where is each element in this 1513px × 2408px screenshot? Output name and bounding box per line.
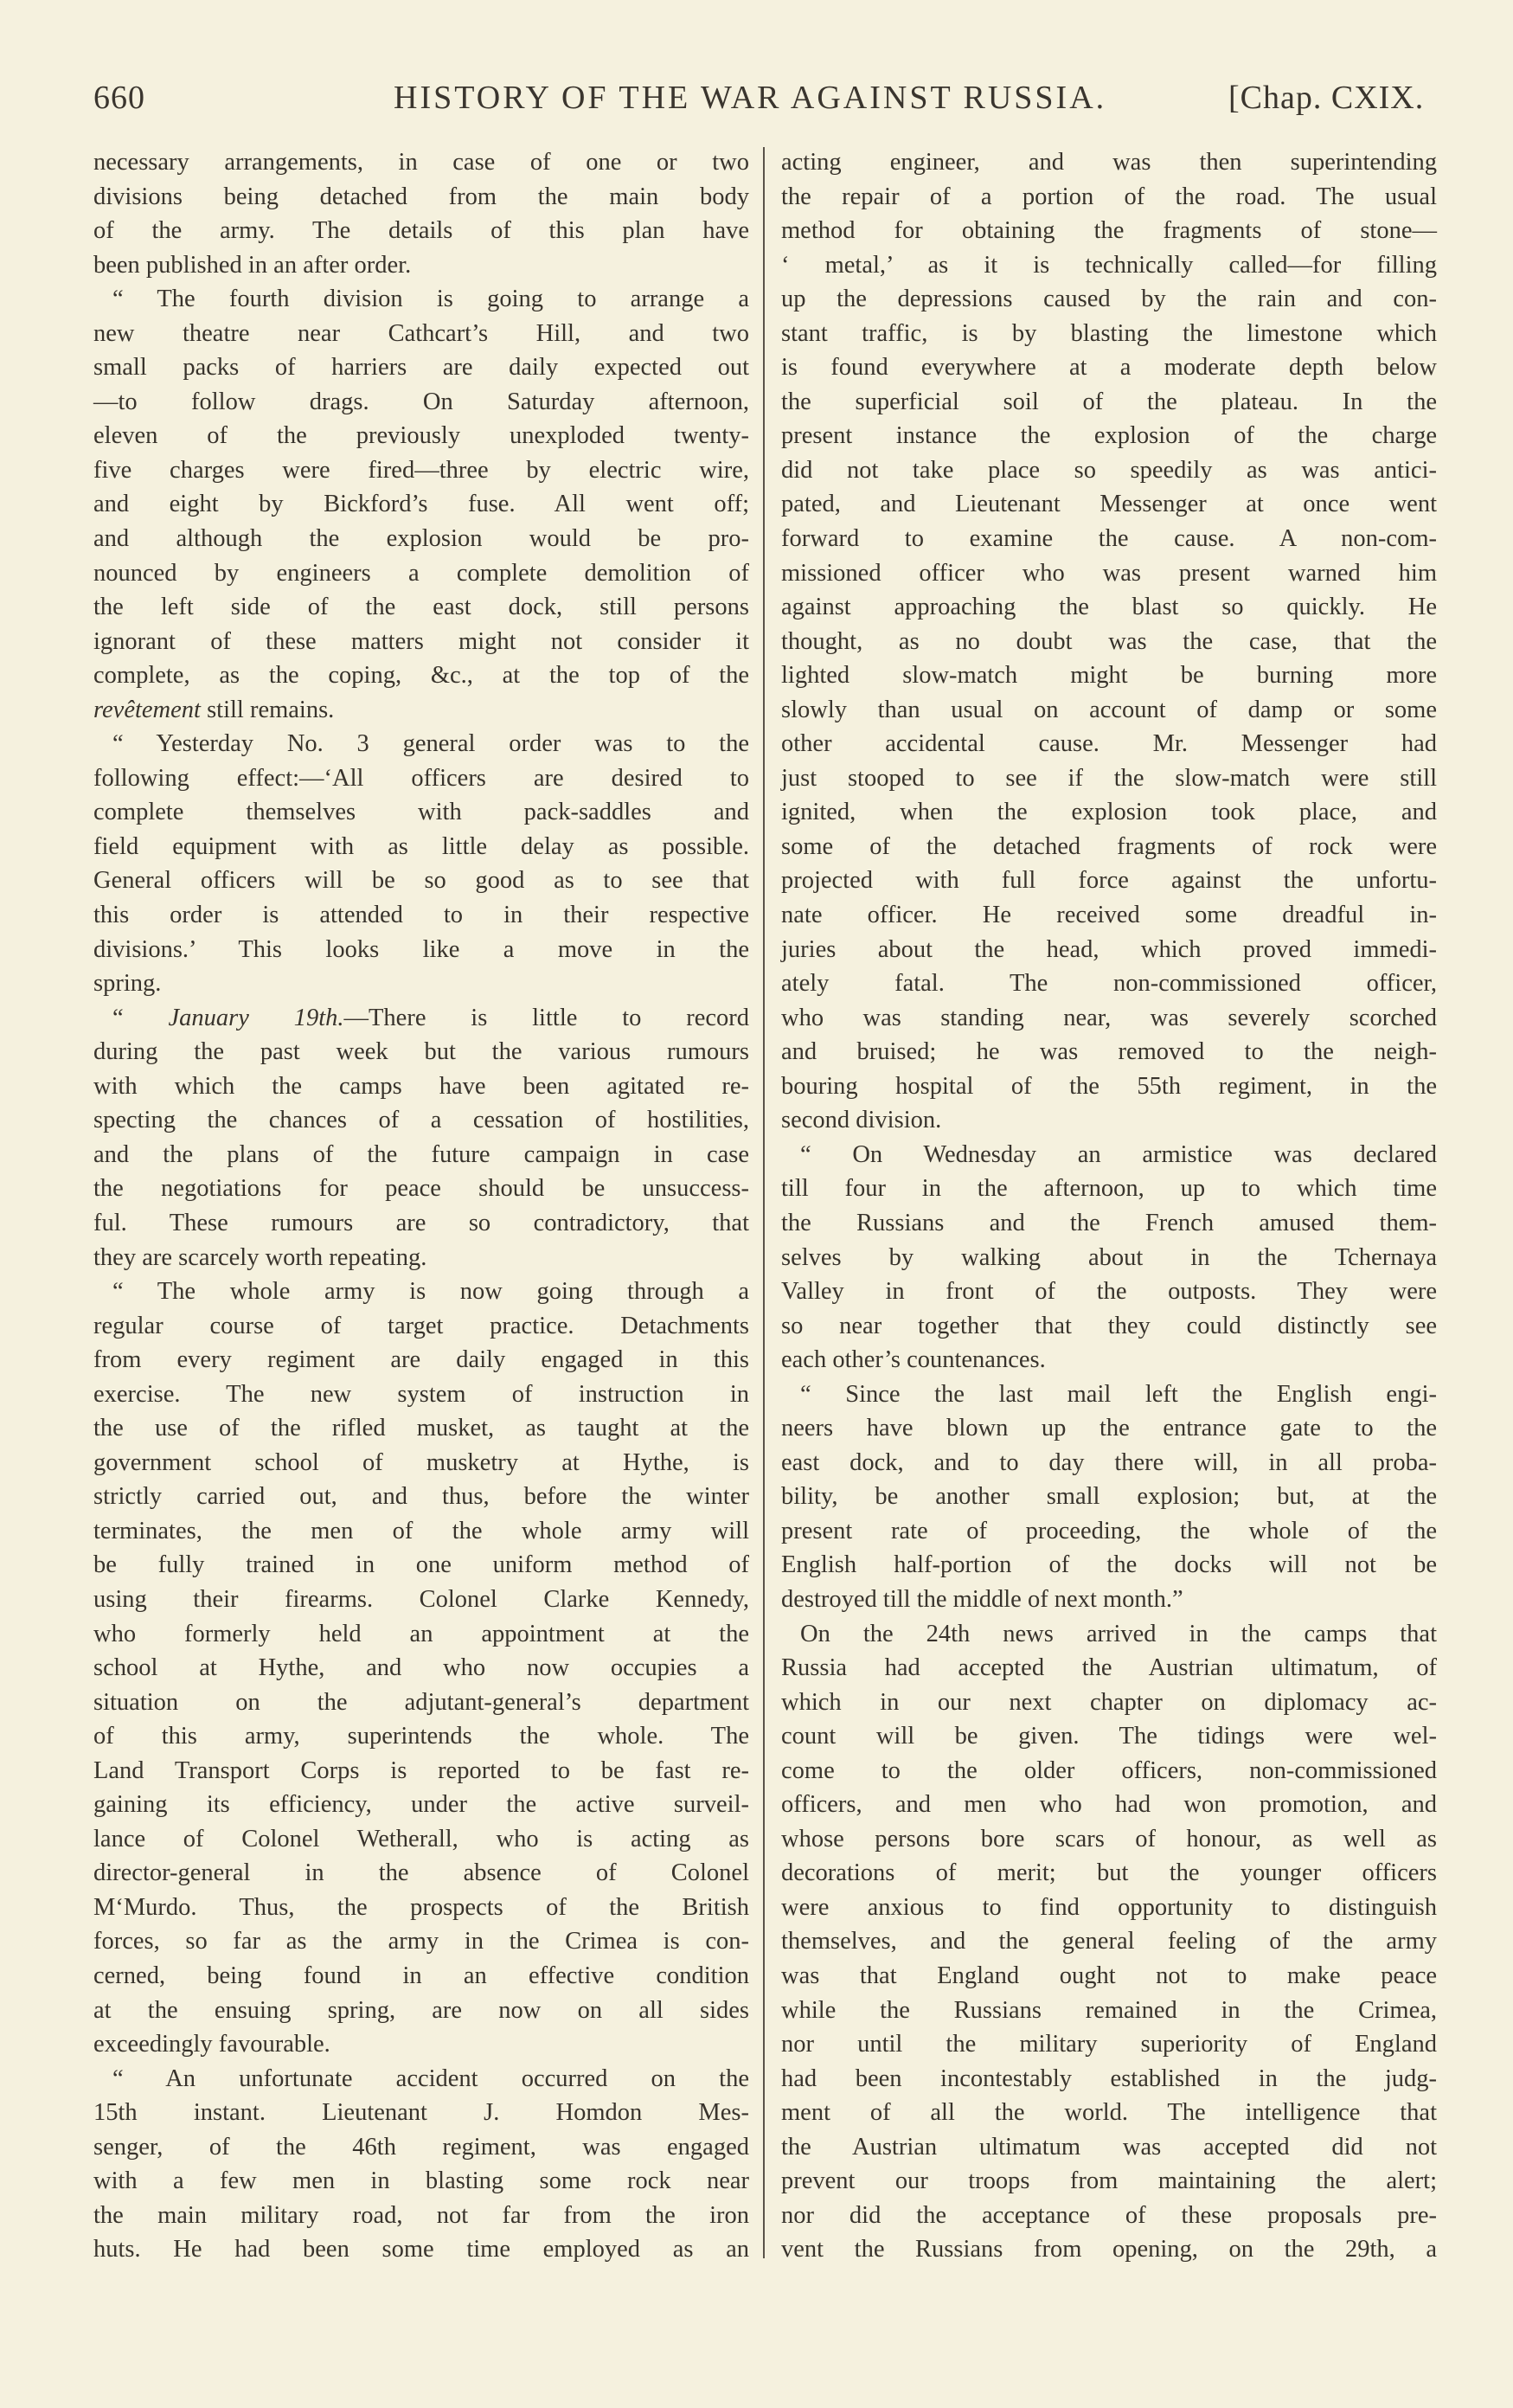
text-line: who was standing near, was severely scorched [781,1004,1437,1031]
text-line: whose persons bore scars of honour, as well as [781,1825,1437,1853]
text-line: they are scarcely worth repeating. [93,1243,427,1271]
text-line: Valley in front of the outposts. They were [781,1278,1437,1306]
text-line: nate officer. He received some dreadful in- [781,902,1437,929]
text-line: at the ensuing spring, are now on all sides [93,1996,749,2024]
text-line: present instance the explosion of the charge [781,422,1437,450]
text-line: did not take place so speedily as was antici- [781,456,1437,484]
text-line: school at Hythe, and who now occupies a [93,1654,749,1682]
text-line: divisions.’ This looks like a move in the [93,935,749,963]
paragraph [781,1138,1437,1377]
text-line: from every regiment are daily engaged in this [93,1346,749,1374]
text-line: General officers will be so good as to see that [93,867,749,895]
text-line: were anxious to find opportunity to distinguish [781,1893,1437,1921]
text-line: just stooped to see if the slow-match were still [781,764,1437,792]
text-line: government school of musketry at Hythe, is [93,1448,749,1476]
paragraph [93,727,749,1000]
text-line: acting engineer, and was then superintending [781,149,1437,176]
text-line: been published in an after order. [93,251,412,279]
text-line: nor did the acceptance of these proposals pre- [781,2201,1437,2229]
page-number: 660 [93,80,145,116]
text-line: “ An unfortunate accident occurred on the [112,2064,749,2092]
text-line: and bruised; he was removed to the neigh- [781,1038,1437,1066]
text-line: M‘Murdo. Thus, the prospects of the British [93,1893,749,1921]
text-line: the repair of a portion of the road. The usual [781,183,1437,210]
italic-text: January 19th. [168,1004,344,1031]
text-line: prevent our troops from maintaining the alert; [781,2167,1437,2195]
text-line: Russia had accepted the Austrian ultimatum, of [781,1654,1437,1682]
text-line: specting the chances of a cessation of hostilities, [93,1107,749,1134]
text-line: field equipment with as little delay as possible. [93,832,749,860]
text-line [93,693,749,728]
text-line: ately fatal. The non-commissioned officer, [781,970,1437,998]
text-line: “ Since the last mail left the English engi- [800,1380,1437,1408]
text-line: vent the Russians from opening, on the 29th, a [781,2236,1437,2264]
text-line: new theatre near Cathcart’s Hill, and two [93,319,749,347]
column-divider [763,147,765,2258]
text-line: nounced by engineers a complete demolition of [93,559,749,587]
text-line: “ The fourth division is going to arrange a [112,286,749,313]
text-line: “ The whole army is now going through a [112,1278,749,1306]
text-line: 15th instant. Lieutenant J. Homdon Mes- [93,2099,749,2127]
text-line: complete, as the coping, &c., at the top of the [93,662,749,690]
text-line: regular course of target practice. Detachments [93,1312,749,1339]
text-line: the Russians and the French amused them- [781,1209,1437,1236]
text-line: exercise. The new system of instruction in [93,1380,749,1408]
text-line: necessary arrangements, in case of one or two [93,149,749,176]
text-line: this order is attended to in their respective [93,902,749,929]
text-line: lighted slow-match might be burning more [781,662,1437,690]
text-line: is found everywhere at a moderate depth below [781,354,1437,382]
text-line: ignorant of these matters might not consider it [93,627,749,655]
text-line: bility, be another small explosion; but, at the [781,1483,1437,1511]
text-line: using their firearms. Colonel Clarke Kennedy, [93,1585,749,1613]
chapter-label: [Chap. CXIX. [1228,80,1425,116]
text-line: against approaching the blast so quickly. He [781,594,1437,621]
text-line: up the depressions caused by the rain and con- [781,286,1437,313]
text-line: the Austrian ultimatum was accepted did not [781,2133,1437,2161]
text-line: following effect:—‘All officers are desired to [93,764,749,792]
text-line: who formerly held an appointment at the [93,1620,749,1647]
text-line: till four in the afternoon, up to which time [781,1175,1437,1203]
text-line: Land Transport Corps is reported to be fast re- [93,1756,749,1784]
text-line: be fully trained in one uniform method of [93,1551,749,1579]
text-line: ful. These rumours are so contradictory, that [93,1209,749,1236]
text-line: eleven of the previously unexploded twenty- [93,422,749,450]
paragraph [93,2062,749,2267]
text-line: themselves, and the general feeling of the army [781,1928,1437,1955]
text: “ [112,1004,169,1031]
text-line: projected with full force against the unfortu- [781,867,1437,895]
text-line: English half-portion of the docks will not be [781,1551,1437,1579]
text-line: some of the detached fragments of rock were [781,832,1437,860]
text-line: missioned officer who was present warned him [781,559,1437,587]
text-line [93,1001,749,1036]
text-line: the left side of the east dock, still persons [93,594,749,621]
text-line: while the Russians remained in the Crimea, [781,1996,1437,2024]
text-line: stant traffic, is by blasting the limestone which [781,319,1437,347]
paragraph [781,1377,1437,1617]
text-line: the main military road, not far from the iron [93,2201,749,2229]
text-line: east dock, and to day there will, in all proba- [781,1448,1437,1476]
text-line: and eight by Bickford’s fuse. All went off; [93,491,749,518]
text-line: the superficial soil of the plateau. In the [781,388,1437,415]
text-line: director-general in the absence of Colonel [93,1859,749,1887]
text-line: spring. [93,970,162,998]
italic-text: revêtement [93,696,201,723]
text-line: destroyed till the middle of next month.” [781,1585,1183,1613]
text-line: second division. [781,1107,942,1134]
text-line: gaining its efficiency, under the active surveil- [93,1791,749,1819]
text-line: senger, of the 46th regiment, was engaged [93,2133,749,2161]
text-line: each other’s countenances. [781,1346,1046,1374]
text-line: so near together that they could distinctly see [781,1312,1437,1339]
text-line: On the 24th news arrived in the camps that [800,1620,1437,1647]
text-line: exceedingly favourable. [93,2031,330,2058]
text-line: neers have blown up the entrance gate to the [781,1415,1437,1442]
text-line: “ On Wednesday an armistice was declared [800,1140,1437,1168]
text-line: ment of all the world. The intelligence that [781,2099,1437,2127]
left-column [93,145,749,2267]
running-title: HISTORY OF THE WAR AGAINST RUSSIA. [394,80,1107,116]
text-line: the use of the rifled musket, as taught at the [93,1415,749,1442]
text-line: ignited, when the explosion took place, and [781,799,1437,826]
text-line: divisions being detached from the main body [93,183,749,210]
text-line: present rate of proceeding, the whole of the [781,1517,1437,1544]
text-line: and the plans of the future campaign in case [93,1140,749,1168]
text-line: “ Yesterday No. 3 general order was to the [112,730,749,758]
text-line: which in our next chapter on diplomacy ac- [781,1688,1437,1716]
text-line: lance of Colonel Wetherall, who is acting as [93,1825,749,1853]
text-line: forward to examine the cause. A non-com- [781,525,1437,553]
text-line: had been incontestably established in the judg- [781,2064,1437,2092]
text-line: the negotiations for peace should be unsuccess- [93,1175,749,1203]
text-line: selves by walking about in the Tchernaya [781,1243,1437,1271]
text-line: slowly than usual on account of damp or some [781,696,1437,723]
text-line: forces, so far as the army in the Crimea is con- [93,1928,749,1955]
text-line: ‘ metal,’ as it is technically called—for filling [781,251,1437,279]
text-line: other accidental cause. Mr. Messenger had [781,730,1437,758]
text-line: with which the camps have been agitated re- [93,1072,749,1100]
text-line: thought, as no doubt was the case, that the [781,627,1437,655]
paragraph [93,145,749,282]
text-line: count will be given. The tidings were wel- [781,1723,1437,1750]
text-line: of the army. The details of this plan have [93,217,749,245]
text-line: with a few men in blasting some rock near [93,2167,749,2195]
text-line: pated, and Lieutenant Messenger at once went [781,491,1437,518]
right-column [781,145,1437,2267]
paragraph [93,1275,749,2062]
text-line: decorations of merit; but the younger officers [781,1859,1437,1887]
paragraph [781,145,1437,1138]
text-line: cerned, being found in an effective condition [93,1962,749,1989]
text-line: nor until the military superiority of England [781,2031,1437,2058]
paragraph [93,282,749,727]
text-line: officers, and men who had won promotion, and [781,1791,1437,1819]
text-line: method for obtaining the fragments of stone— [781,217,1437,245]
text-line: during the past week but the various rumours [93,1038,749,1066]
text-line: strictly carried out, and thus, before the winter [93,1483,749,1511]
text-line: bouring hospital of the 55th regiment, in the [781,1072,1437,1100]
text-line: small packs of harriers are daily expected out [93,354,749,382]
text-line: terminates, the men of the whole army will [93,1517,749,1544]
text-line: huts. He had been some time employed as an [93,2236,749,2264]
text-line: juries about the head, which proved immedi- [781,935,1437,963]
text-line: was that England ought not to make peace [781,1962,1437,1989]
text-line: five charges were fired—three by electric wire, [93,456,749,484]
paragraph [781,1617,1437,2267]
text: —There is little to record [343,1004,749,1031]
text-line: —to follow drags. On Saturday afternoon, [93,388,749,415]
text-line: situation on the adjutant-general’s department [93,1688,749,1716]
text-line: come to the older officers, non-commissioned [781,1756,1437,1784]
text-line: of this army, superintends the whole. The [93,1723,749,1750]
paragraph [93,1001,749,1275]
text-line: complete themselves with pack-saddles and [93,799,749,826]
text-line: and although the explosion would be pro- [93,525,749,553]
text: still remains. [200,696,335,723]
